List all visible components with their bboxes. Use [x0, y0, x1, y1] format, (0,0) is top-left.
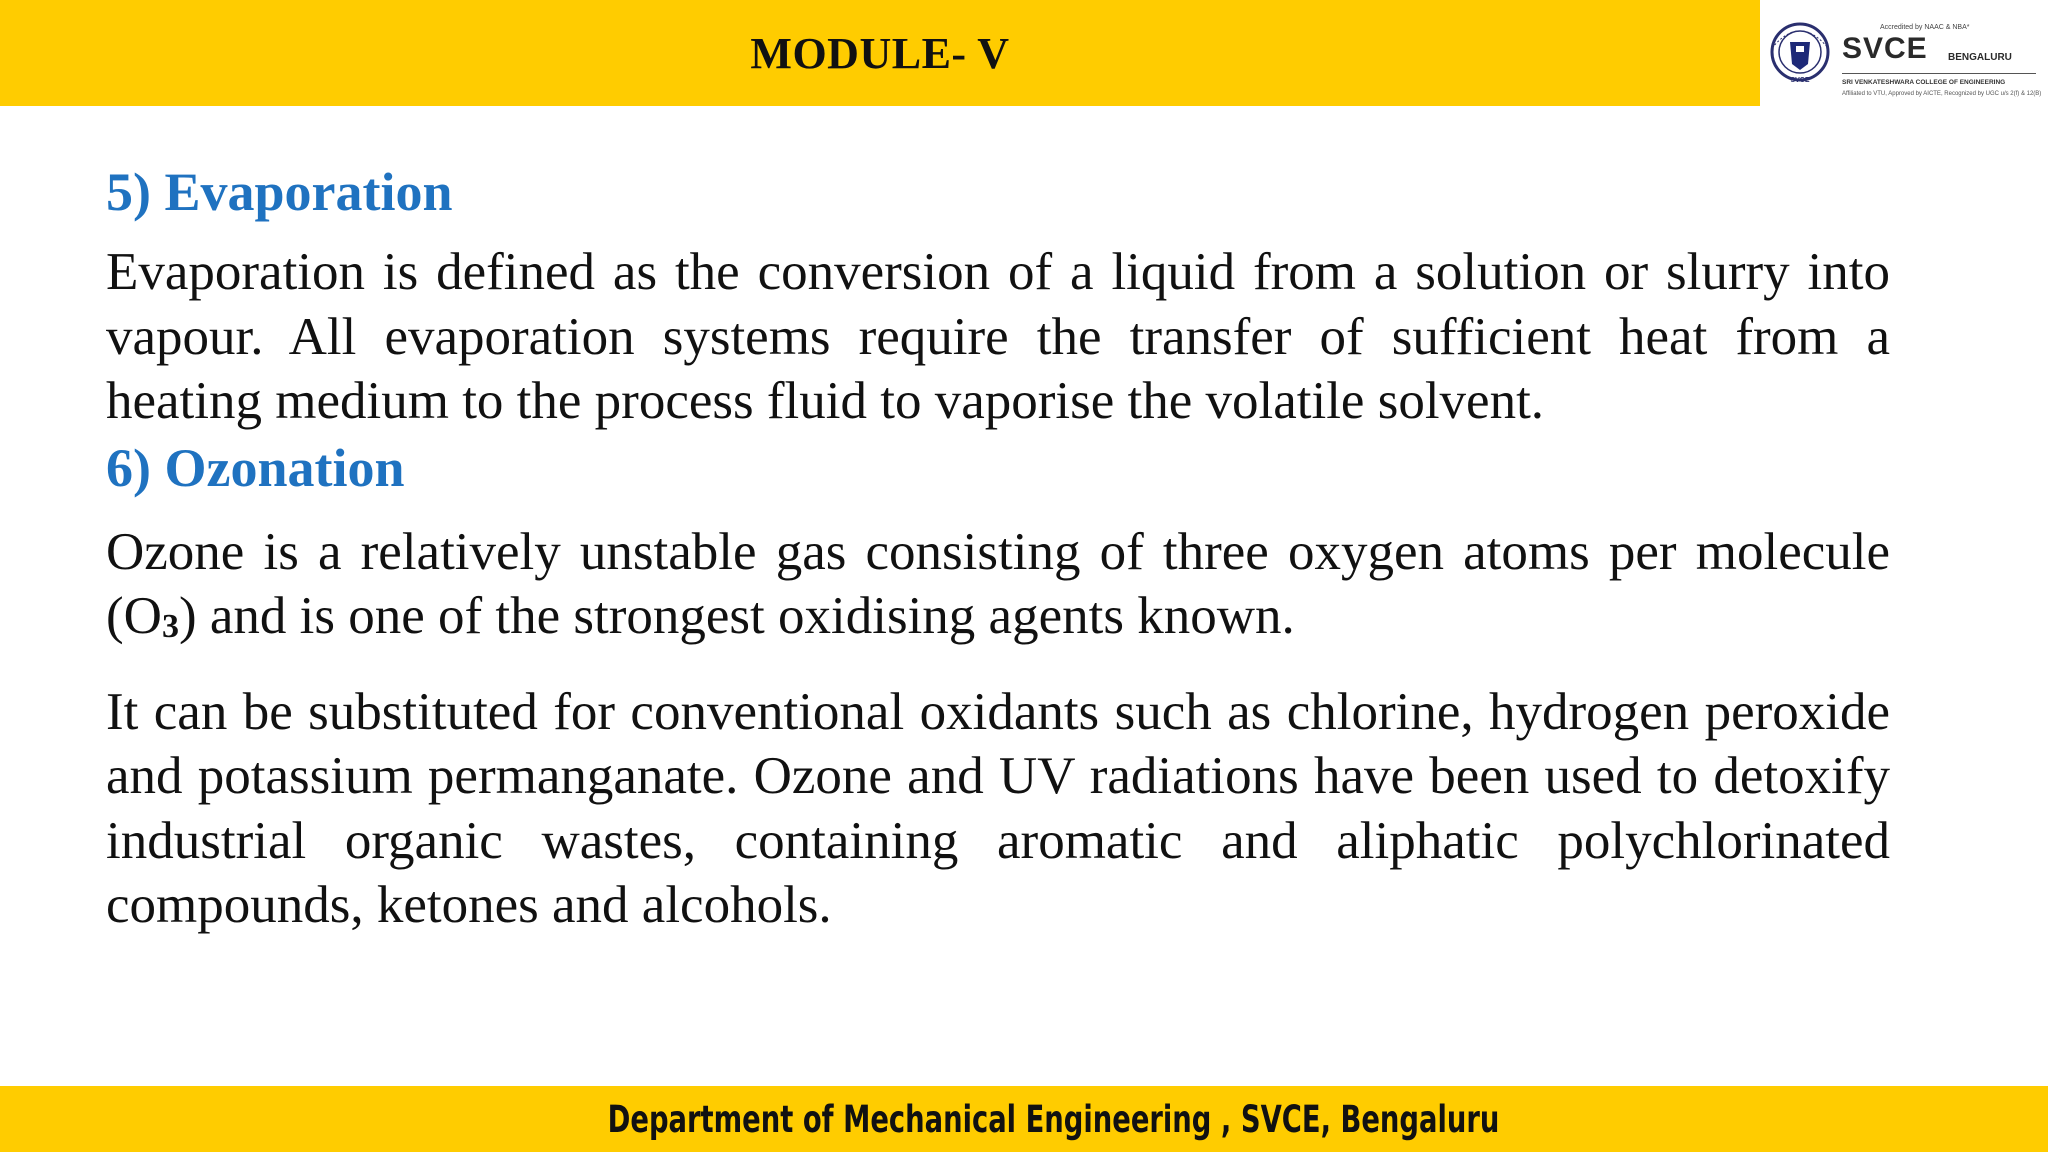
seal-label: SVCE — [1790, 77, 1810, 84]
module-title: MODULE- V — [750, 28, 1010, 78]
department-footer: Department of Mechanical Engineering , SVCE, Bengaluru — [608, 1097, 1500, 1141]
college-name: SRI VENKATESHWARA COLLEGE OF ENGINEERING — [1842, 79, 2006, 86]
evaporation-paragraph: Evaporation is defined as the conversion of a liquid from a solution or slurry into vapour. All evaporation systems require the transfer of sufficient heat from a heating medium to the process fluid to vaporise the volatile solvent. — [106, 243, 1890, 430]
affiliation-text: Affiliated to VTU, Approved by AICTE, Recognized by UGC u/s 2(f) & 12(B) — [1842, 91, 2042, 97]
logo-wordmark: SVCE — [1842, 32, 1928, 65]
section-heading-evaporation: 5) Evaporation — [106, 162, 453, 222]
logo-city: BENGALURU — [1948, 52, 2012, 63]
accreditation-text: Accredited by NAAC & NBA* — [1880, 24, 1970, 31]
ozone-subscript: 3 — [161, 608, 179, 645]
ozone-text-before: Ozone is a relatively unstable gas consisting of three oxygen atoms per molecule (O — [106, 522, 1890, 645]
header-banner — [0, 0, 1760, 106]
logo-divider — [1842, 73, 2036, 74]
slide-content — [106, 160, 1890, 938]
ozone-text-after: ) and is one of the strongest oxidising agents known. — [178, 587, 1295, 645]
oxidants-paragraph: It can be substituted for conventional oxidants such as chlorine, hydrogen peroxide and potassium permanganate. Ozone and UV radiations have been used to detoxify industrial organic wastes, containing aromatic and aliphatic polychlorinated compounds, ketones and alcohols. — [106, 682, 1890, 934]
ozone-paragraph — [106, 520, 1890, 660]
college-logo — [1762, 4, 2042, 104]
college-seal-icon — [1768, 18, 1832, 90]
section-heading-ozonation: 6) Ozonation — [106, 437, 405, 498]
footer-banner — [0, 1086, 2048, 1152]
